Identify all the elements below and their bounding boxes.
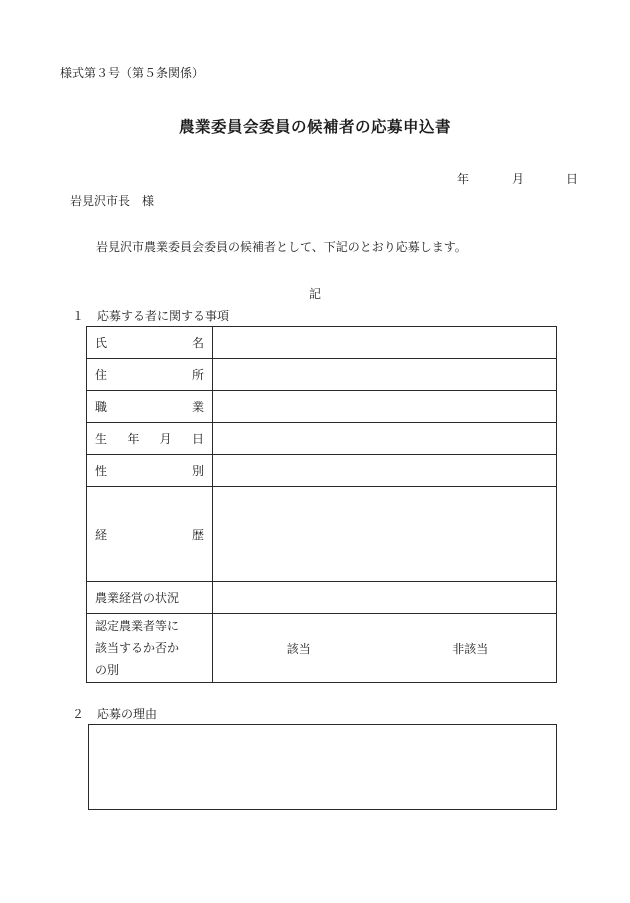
label-name: 氏 名 [87,327,213,359]
field-farming-status[interactable] [213,582,557,614]
date-year-label: 年 [457,172,470,186]
row-sex [87,455,557,487]
label-address: 住 所 [87,359,213,391]
field-sex[interactable] [213,455,557,487]
field-address[interactable] [213,359,557,391]
row-birthdate [87,423,557,455]
label-sex: 性 別 [87,455,213,487]
section-2-title: 応募の理由 [97,707,158,721]
section-2-number: ２ [72,707,85,721]
label-farming-status: 農業経営の状況 [87,582,213,614]
option-not-applicable[interactable]: 非該当 [452,641,489,656]
row-farming-status [87,582,557,614]
applicant-info-table [86,326,557,683]
date-month-label: 月 [512,172,525,186]
label-birthdate: 生 年 月 日 [87,423,213,455]
field-occupation[interactable] [213,391,557,423]
intro-text: 岩見沢市農業委員会委員の候補者として、下記のとおり応募します。 [96,240,467,254]
label-history: 経 歴 [87,487,213,582]
date-day-label: 日 [566,172,579,186]
field-certified [213,614,557,683]
reason-field[interactable] [88,724,557,810]
section-1-title: 応募する者に関する事項 [97,309,230,323]
page-title: 農業委員会委員の候補者の応募申込書 [178,117,451,136]
section-1-number: １ [72,309,85,323]
row-name [87,327,557,359]
section-2-heading [72,708,157,720]
addressee: 岩見沢市長 様 [70,194,155,208]
option-applicable[interactable]: 該当 [286,641,311,656]
ki-heading: 記 [308,287,321,301]
row-certified [87,614,557,683]
field-birthdate[interactable] [213,423,557,455]
form-number: 様式第３号（第５条関係） [60,66,205,80]
field-name[interactable] [213,327,557,359]
label-certified: 認定農業者等に 該当するか否か の別 [87,614,213,683]
row-occupation [87,391,557,423]
field-history[interactable] [213,487,557,582]
label-occupation: 職 業 [87,391,213,423]
section-1-heading [72,310,229,322]
row-address [87,359,557,391]
row-history [87,487,557,582]
